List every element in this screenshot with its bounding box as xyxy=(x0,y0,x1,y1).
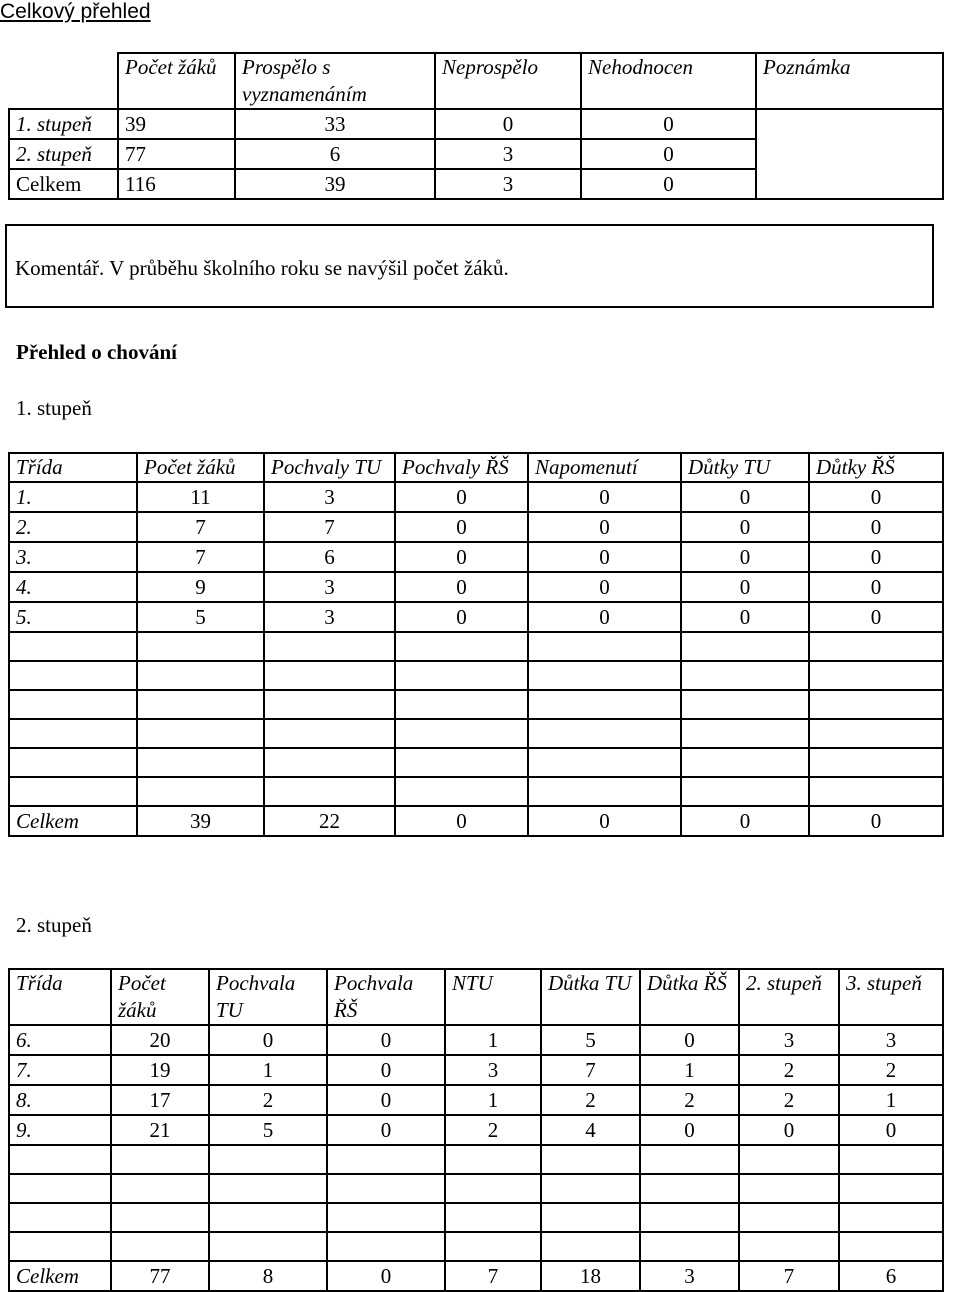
table-cell: 33 xyxy=(235,109,435,139)
header-cell: Důtka ŘŠ xyxy=(640,969,739,1025)
empty-row xyxy=(9,1232,943,1261)
table-cell: 0 xyxy=(681,512,809,542)
table-cell: 3 xyxy=(435,139,581,169)
table-cell: 0 xyxy=(809,512,943,542)
class-label: 1. xyxy=(9,482,137,512)
table-cell: 3 xyxy=(435,169,581,199)
table-cell: 0 xyxy=(809,572,943,602)
total-cell: 8 xyxy=(209,1261,327,1291)
table-cell: 3 xyxy=(264,572,395,602)
table-cell: 1 xyxy=(209,1055,327,1085)
header-cell: Důtka TU xyxy=(541,969,640,1025)
header-cell: Důtky TU xyxy=(681,453,809,482)
empty-row xyxy=(9,1174,943,1203)
stage1-total-row xyxy=(9,806,943,836)
table-cell: 6 xyxy=(264,542,395,572)
table-cell: 0 xyxy=(809,602,943,632)
table-cell: 11 xyxy=(137,482,264,512)
table-cell: 0 xyxy=(327,1055,445,1085)
empty-row xyxy=(9,748,943,777)
header-cell: Třída xyxy=(9,969,111,1025)
table-cell: 0 xyxy=(681,542,809,572)
table-cell: 3 xyxy=(264,482,395,512)
table-cell: 17 xyxy=(111,1085,209,1115)
table-cell: 7 xyxy=(137,542,264,572)
class-label: 9. xyxy=(9,1115,111,1145)
stage1-header-row xyxy=(9,453,943,482)
table-cell: 0 xyxy=(209,1025,327,1055)
total-cell: 77 xyxy=(111,1261,209,1291)
total-cell: 0 xyxy=(809,806,943,836)
overview-header-cell: Počet žáků xyxy=(118,53,235,109)
stage1-label: 1. stupeň xyxy=(16,396,92,420)
class-label: 3. xyxy=(9,542,137,572)
table-cell: 0 xyxy=(395,572,528,602)
table-cell: 3 xyxy=(445,1055,541,1085)
table-cell: 0 xyxy=(681,602,809,632)
table-cell: 0 xyxy=(681,572,809,602)
table-cell: 77 xyxy=(118,139,235,169)
table-cell: 0 xyxy=(640,1025,739,1055)
empty-row xyxy=(9,777,943,806)
table-cell: 39 xyxy=(118,109,235,139)
table-cell: 5 xyxy=(541,1025,640,1055)
stage2-header-row xyxy=(9,969,943,1025)
table-cell: 2 xyxy=(445,1115,541,1145)
table-cell: 7 xyxy=(541,1055,640,1085)
stage2-label: 2. stupeň xyxy=(16,913,92,937)
row-label: Celkem xyxy=(9,169,118,199)
table-cell: 2 xyxy=(541,1085,640,1115)
table-cell: 0 xyxy=(581,109,756,139)
header-cell: Třída xyxy=(9,453,137,482)
table-cell: 21 xyxy=(111,1115,209,1145)
table-cell: 2 xyxy=(839,1055,943,1085)
table-cell: 0 xyxy=(581,139,756,169)
table-cell: 39 xyxy=(235,169,435,199)
stage2-total-row xyxy=(9,1261,943,1291)
table-cell: 9 xyxy=(137,572,264,602)
stage1-table xyxy=(8,452,944,837)
header-cell: Počet žáků xyxy=(111,969,209,1025)
table-cell: 0 xyxy=(739,1115,839,1145)
table-cell: 3 xyxy=(264,602,395,632)
table-cell: 3 xyxy=(739,1025,839,1055)
class-label: 5. xyxy=(9,602,137,632)
table-cell: 1 xyxy=(445,1025,541,1055)
class-label: 4. xyxy=(9,572,137,602)
table-cell: 0 xyxy=(327,1115,445,1145)
header-cell: 3. stupeň xyxy=(839,969,943,1025)
table-cell: 0 xyxy=(640,1115,739,1145)
total-cell: 39 xyxy=(137,806,264,836)
total-cell: 0 xyxy=(681,806,809,836)
table-cell: 0 xyxy=(528,572,681,602)
page-title: Celkový přehled xyxy=(0,0,151,23)
table-cell: 4 xyxy=(541,1115,640,1145)
class-label: 7. xyxy=(9,1055,111,1085)
total-cell: 18 xyxy=(541,1261,640,1291)
empty-row xyxy=(9,690,943,719)
table-row xyxy=(9,1115,943,1145)
empty-row xyxy=(9,632,943,661)
table-cell: 6 xyxy=(235,139,435,169)
table-cell: 1 xyxy=(839,1085,943,1115)
table-cell: 0 xyxy=(395,482,528,512)
table-cell: 5 xyxy=(137,602,264,632)
table-cell: 2 xyxy=(209,1085,327,1115)
overview-header-cell: Nehodnocen xyxy=(581,53,756,109)
header-cell: Napomenutí xyxy=(528,453,681,482)
total-label: Celkem xyxy=(9,1261,111,1291)
table-cell: 0 xyxy=(528,542,681,572)
table-cell: 2 xyxy=(640,1085,739,1115)
table-cell: 5 xyxy=(209,1115,327,1145)
row-label: 2. stupeň xyxy=(9,139,118,169)
table-cell: 0 xyxy=(809,542,943,572)
comment-text: Komentář. V průběhu školního roku se navýšil počet žáků. xyxy=(15,256,509,280)
table-row xyxy=(9,109,943,139)
total-label: Celkem xyxy=(9,806,137,836)
total-cell: 6 xyxy=(839,1261,943,1291)
table-cell: 19 xyxy=(111,1055,209,1085)
table-cell: 0 xyxy=(528,482,681,512)
table-cell: 116 xyxy=(118,169,235,199)
total-cell: 7 xyxy=(445,1261,541,1291)
table-cell: 0 xyxy=(327,1085,445,1115)
total-cell: 22 xyxy=(264,806,395,836)
table-cell: 0 xyxy=(809,482,943,512)
table-cell: 0 xyxy=(581,169,756,199)
overview-header-cell: Neprospělo xyxy=(435,53,581,109)
class-label: 6. xyxy=(9,1025,111,1055)
total-cell: 7 xyxy=(739,1261,839,1291)
overview-header-blank xyxy=(9,53,118,109)
empty-row xyxy=(9,661,943,690)
table-cell: 0 xyxy=(435,109,581,139)
empty-row xyxy=(9,1145,943,1174)
table-row xyxy=(9,482,943,512)
row-label: 1. stupeň xyxy=(9,109,118,139)
table-cell: 3 xyxy=(839,1025,943,1055)
table-row xyxy=(9,572,943,602)
header-cell: Pochvaly TU xyxy=(264,453,395,482)
table-cell: 0 xyxy=(681,482,809,512)
overview-table xyxy=(8,52,944,200)
total-cell: 3 xyxy=(640,1261,739,1291)
overview-header-cell: Poznámka xyxy=(756,53,943,109)
table-cell: 2 xyxy=(739,1055,839,1085)
overview-header-row xyxy=(9,53,943,109)
table-cell: 0 xyxy=(528,602,681,632)
table-cell: 2 xyxy=(739,1085,839,1115)
class-label: 8. xyxy=(9,1085,111,1115)
header-cell: Důtky ŘŠ xyxy=(809,453,943,482)
table-cell: 7 xyxy=(264,512,395,542)
table-cell: 0 xyxy=(839,1115,943,1145)
stage2-table xyxy=(8,968,944,1292)
table-row xyxy=(9,542,943,572)
table-cell: 0 xyxy=(395,602,528,632)
table-cell: 0 xyxy=(327,1025,445,1055)
table-cell: 7 xyxy=(137,512,264,542)
header-cell: 2. stupeň xyxy=(739,969,839,1025)
total-cell: 0 xyxy=(528,806,681,836)
table-cell: 0 xyxy=(395,542,528,572)
header-cell: Pochvaly ŘŠ xyxy=(395,453,528,482)
empty-row xyxy=(9,719,943,748)
table-row xyxy=(9,512,943,542)
note-cell xyxy=(756,109,943,199)
total-cell: 0 xyxy=(395,806,528,836)
table-cell: 0 xyxy=(395,512,528,542)
header-cell: Pochvala TU xyxy=(209,969,327,1025)
table-cell: 0 xyxy=(528,512,681,542)
table-row xyxy=(9,602,943,632)
table-cell: 1 xyxy=(640,1055,739,1085)
header-cell: Pochvala ŘŠ xyxy=(327,969,445,1025)
total-cell: 0 xyxy=(327,1261,445,1291)
overview-header-cell: Prospělo s vyznamenáním xyxy=(235,53,435,109)
header-cell: Počet žáků xyxy=(137,453,264,482)
class-label: 2. xyxy=(9,512,137,542)
table-row xyxy=(9,1025,943,1055)
table-row xyxy=(9,1085,943,1115)
comment-box xyxy=(5,224,934,308)
header-cell: NTU xyxy=(445,969,541,1025)
table-cell: 1 xyxy=(445,1085,541,1115)
behavior-title: Přehled o chování xyxy=(16,340,177,364)
table-cell: 20 xyxy=(111,1025,209,1055)
table-row xyxy=(9,1055,943,1085)
empty-row xyxy=(9,1203,943,1232)
